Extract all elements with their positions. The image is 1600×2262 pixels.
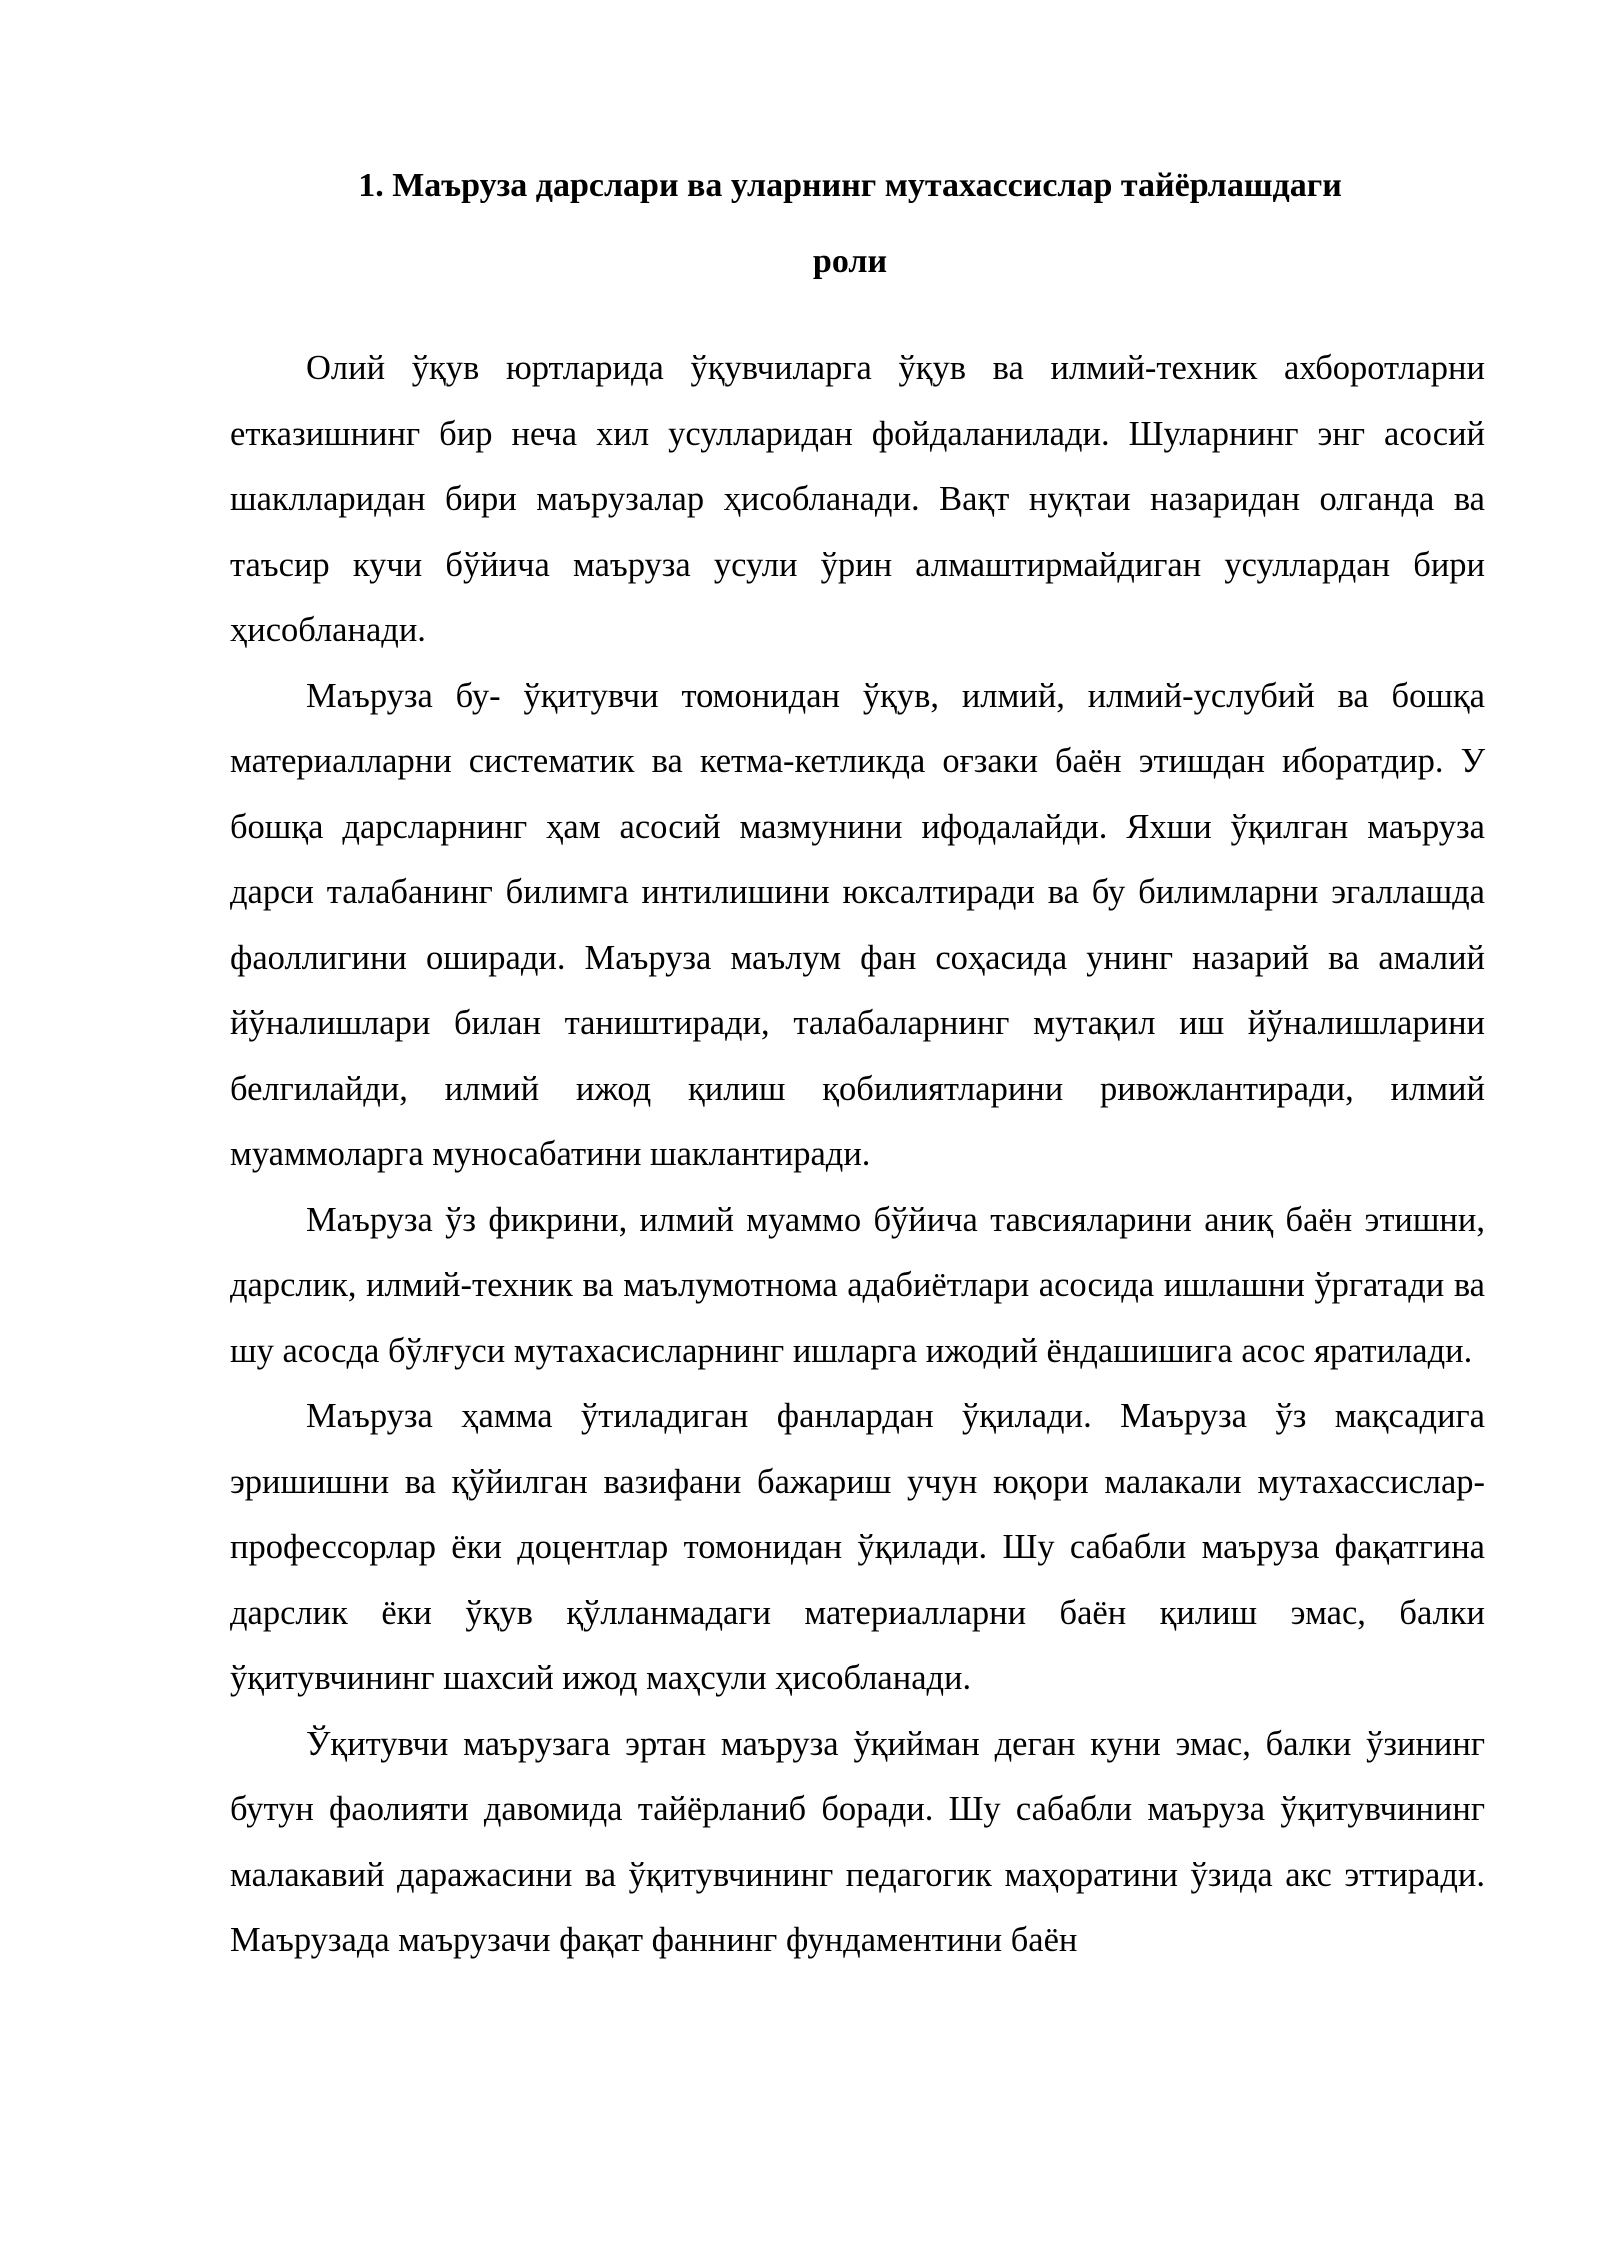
- paragraph-2: Маъруза бу- ўқитувчи томонидан ўқув, илмий, илмий-услубий ва бошқа материалларни систематик ва кетма-кетликда оғзаки баён этишдан иборатдир. У бошқа дарсларнинг ҳам асосий мазмунини ифодалайди. Яхши ўқилган маъруза дарси талабанинг билимга интилишини юксалтиради ва бу билимларни эгаллашда фаоллигини оширади. Маъруза маълум фан соҳасида унинг назарий ва амалий йўналишлари билан таништиради, талабаларнинг мутақил иш йўналишларини белгилайди, илмий ижод қилиш қобилиятларини ривожлантиради, илмий муаммоларга муносабатини шаклантиради.: [230, 676, 1485, 1173]
- paragraph-3: Маъруза ўз фикрини, илмий муаммо бўйича тавсияларини аниқ баён этишни, дарслик, илмий-техник ва маълумотнома адабиётлари асосида ишлашни ўргатади ва шу асосда бўлғуси мутахасисларнинг ишларга ижодий ёндашишига асос яратилади.: [230, 1200, 1485, 1370]
- section-title-line-1: 1. Маъруза дарслари ва уларнинг мутахассислар тайёрлашдаги: [358, 167, 1342, 204]
- section-title-line-2: роли: [812, 243, 888, 280]
- paragraph-5: Ўқитувчи маърузага эртан маъруза ўқийман деган куни эмас, балки ўзининг бутун фаолияти давомида тайёрланиб боради. Шу сабабли маъруза ўқитувчининг малакавий даражасини ва ўқитувчининг педагогик маҳоратини ўзида акс эттиради. Маърузада маърузачи фақат фаннинг фундаментини баён: [230, 1724, 1485, 1959]
- paragraph-4: Маъруза ҳамма ўтиладиган фанлардан ўқилади. Маъруза ўз мақсадига эришишни ва қўйилган вазифани бажариш учун юқори малакали мутахассислар-профессорлар ёки доцентлар томонидан ўқилади. Шу сабабли маъруза фақатгина дарслик ёки ўқув қўлланмадаги материалларни баён қилиш эмас, балки ўқитувчининг шахсий ижод маҳсули ҳисобланади.: [230, 1397, 1485, 1697]
- body-text: [230, 336, 1485, 1974]
- section-title: [230, 148, 1470, 300]
- paragraph-1: Олий ўқув юртларида ўқувчиларга ўқув ва илмий-техник ахборотларни етказишнинг бир неча хил усулларидан фойдаланилади. Шуларнинг энг асосий шаклларидан бири маърузалар ҳисобланади. Вақт нуқтаи назаридан олганда ва таъсир кучи бўйича маъруза усули ўрин алмаштирмайдиган усуллардан бири ҳисобланади.: [230, 349, 1485, 649]
